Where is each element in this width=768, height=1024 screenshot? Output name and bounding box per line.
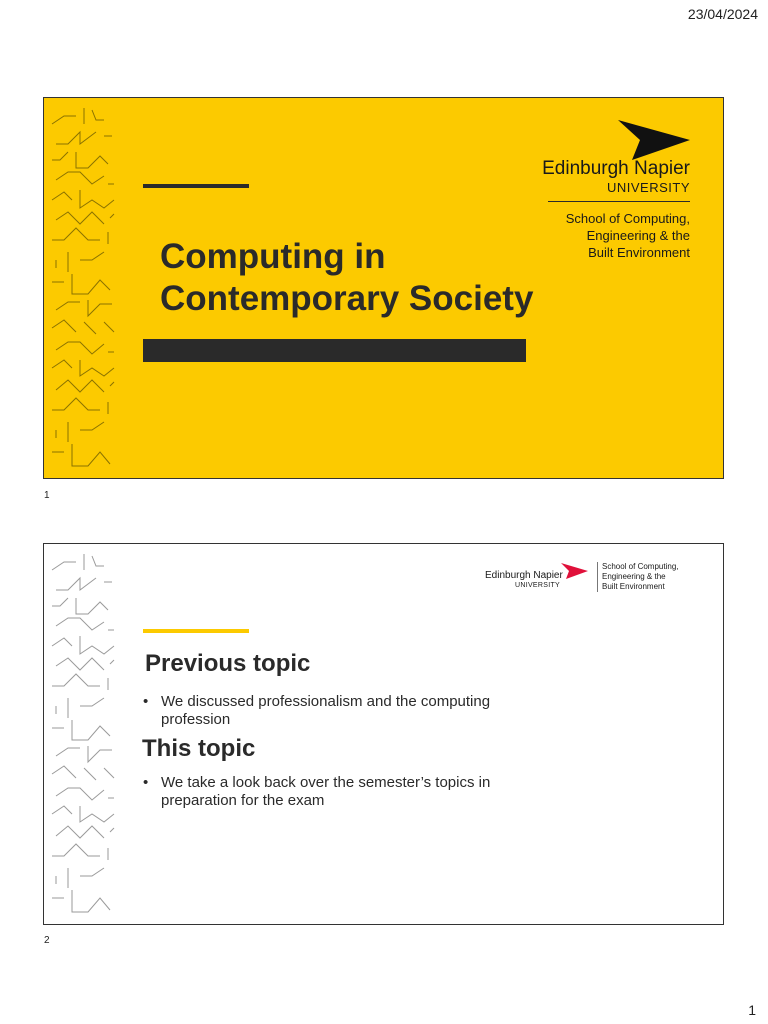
this-topic-bullet	[143, 774, 563, 810]
school-name-line-1: School of Computing,	[602, 562, 679, 571]
bullet-dot: •	[143, 774, 149, 791]
slide-title	[160, 236, 533, 320]
school-name	[602, 562, 679, 592]
previous-topic-heading: Previous topic	[145, 650, 311, 677]
university-name	[542, 158, 690, 196]
heading-accent-line	[143, 629, 249, 633]
slide-number-1: 1	[44, 490, 50, 501]
bullet-line-1: We discussed professionalism and the computing	[161, 693, 491, 710]
logo-arrow-icon	[561, 562, 588, 580]
school-name-line-1: School of Computing,	[565, 211, 690, 226]
university-logo	[510, 118, 690, 268]
previous-topic-bullet	[143, 693, 563, 729]
page-number: 1	[748, 1002, 756, 1018]
this-topic-heading: This topic	[142, 735, 256, 762]
school-name-line-2: Engineering & the	[586, 228, 690, 243]
decorative-line-pattern	[48, 104, 118, 472]
university-name	[485, 570, 563, 590]
school-name-line-3: Built Environment	[602, 582, 665, 591]
university-logo	[485, 560, 705, 600]
slide-2	[43, 543, 724, 925]
bullet-line-1: We take a look back over the semester’s topics in	[161, 774, 491, 791]
logo-divider	[548, 201, 690, 202]
bullet-line-2: profession	[161, 711, 231, 728]
slide-number-2: 2	[44, 935, 50, 946]
slide-1	[43, 97, 724, 479]
logo-arrow-icon	[618, 118, 690, 162]
bullet-line-2: preparation for the exam	[161, 792, 325, 809]
school-name-line-2: Engineering & the	[602, 572, 666, 581]
slide-title-line-2: Contemporary Society	[160, 279, 534, 318]
bullet-dot: •	[143, 693, 149, 710]
school-name	[566, 210, 690, 261]
university-name-main: Edinburgh Napier	[485, 570, 563, 581]
school-name-line-3: Built Environment	[588, 245, 690, 260]
university-name-main: Edinburgh Napier	[542, 158, 690, 179]
logo-divider	[597, 562, 598, 592]
bullet-text	[161, 774, 563, 810]
print-date: 23/04/2024	[687, 6, 758, 22]
title-accent-line	[143, 184, 249, 188]
university-name-label: UNIVERSITY	[514, 582, 560, 589]
pattern-strokes	[52, 108, 114, 466]
pattern-strokes	[52, 554, 114, 912]
university-name-label: UNIVERSITY	[606, 180, 690, 195]
title-dark-bar	[143, 339, 526, 362]
decorative-line-pattern	[48, 550, 118, 918]
bullet-text	[161, 693, 563, 729]
slide-title-line-1: Computing in	[160, 237, 386, 276]
